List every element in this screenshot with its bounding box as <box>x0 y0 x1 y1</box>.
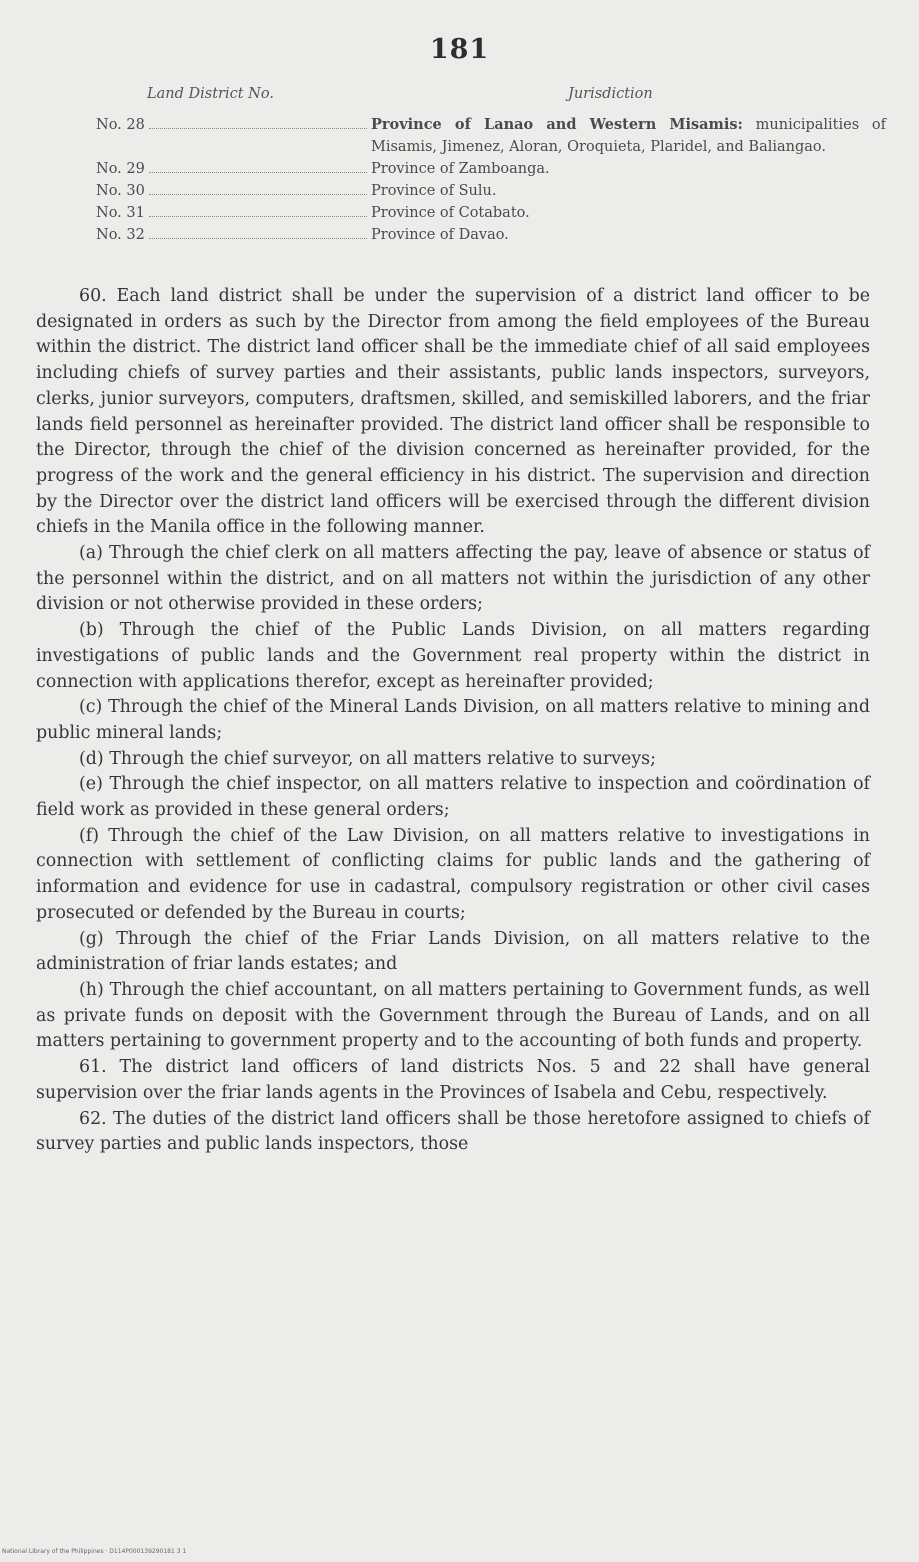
jurisdiction-rest: municipalities of Misamis, Jimenez, Aloran, Oroquieta, Plaridel, and Baliangao. <box>371 117 887 155</box>
land-district-table <box>96 114 886 246</box>
paragraph-g: (g) Through the chief of the Friar Lands Division, on all matters relative to the administration of friar lands estates; and <box>36 928 870 975</box>
jurisdiction-cell <box>371 114 886 158</box>
dot-leader <box>149 114 367 129</box>
paragraph-h: (h) Through the chief accountant, on all matters pertaining to Government funds, as well as private funds on deposit with the Government through the Bureau of Lands, and on all matters pertaining to government property and to the accounting of both funds and property. <box>36 979 870 1052</box>
table-row <box>96 158 886 180</box>
library-footer-note: National Library of the Philippines · D114P000139290181 3 1 <box>2 1548 187 1555</box>
paragraph-a: (a) Through the chief clerk on all matters affecting the pay, leave of absence or status of the personnel within the district, and on all matters not within the jurisdiction of any other division or not otherwise provided in these orders; <box>36 543 870 615</box>
dot-leader <box>149 158 367 173</box>
table-row <box>96 224 886 246</box>
table-row <box>96 202 886 224</box>
jurisdiction-cell: Province of Cotabato. <box>371 205 530 221</box>
header-jurisdiction: Jurisdiction <box>568 86 653 102</box>
district-number: No. 30 <box>96 183 145 199</box>
district-number: No. 32 <box>96 227 145 243</box>
jurisdiction-cell: Province of Zamboanga. <box>371 161 550 177</box>
paragraph-d: (d) Through the chief surveyor, on all matters relative to surveys; <box>79 748 656 769</box>
district-number: No. 29 <box>96 161 145 177</box>
table-row <box>96 114 886 158</box>
dot-leader <box>149 202 367 217</box>
dot-leader <box>149 224 367 239</box>
page-number: 181 <box>429 34 490 65</box>
paragraph-f: (f) Through the chief of the Law Division, on all matters relative to investigations in connection with settlement of conflicting claims for public lands and the gathering of information and evidence for use in cadastral, compulsory registration or other civil cases prosecuted or defended by the Bureau in courts; <box>36 825 870 923</box>
paragraph-e: (e) Through the chief inspector, on all matters relative to inspection and coördination of field work as provided in these general orders; <box>36 774 870 821</box>
jurisdiction-cell: Province of Davao. <box>371 227 509 243</box>
header-land-district-no: Land District No. <box>147 86 274 102</box>
body-text <box>36 284 870 1158</box>
dot-leader <box>149 180 367 195</box>
jurisdiction-bold: Province of Lanao and Western Misamis: <box>371 116 743 133</box>
table-row <box>96 180 886 202</box>
paragraph-61: 61. The district land officers of land districts Nos. 5 and 22 shall have general supervision over the friar lands agents in the Provinces of Isabela and Cebu, respectively. <box>36 1057 870 1103</box>
district-number: No. 31 <box>96 205 145 221</box>
paragraph-62: 62. The duties of the district land officers shall be those heretofore assigned to chiefs of survey parties and public lands inspectors, those <box>36 1108 870 1155</box>
jurisdiction-cell: Province of Sulu. <box>371 183 497 199</box>
paragraph-c: (c) Through the chief of the Mineral Lands Division, on all matters relative to mining and public mineral lands; <box>36 697 870 743</box>
district-number: No. 28 <box>96 117 145 133</box>
paragraph-60: 60. Each land district shall be under the supervision of a district land officer to be designated in orders as such by the Director from among the field employees of the Bureau within the district. The district land officer shall be the immediate chief of all said employees including chiefs of survey parties and their assistants, public lands inspectors, surveyors, clerks, junior surveyors, computers, draftsmen, skilled, and semiskilled laborers, and the friar lands field personnel as hereinafter provided. The district land officer shall be responsible to the Director, through the chief of the division concerned as hereinafter provided, for the progress of the work and the general efficiency in his district. The supervision and direction by the Director over the district land officers will be exercised through the different division chiefs in the Manila office in the following manner. <box>36 286 870 538</box>
paragraph-b: (b) Through the chief of the Public Lands Division, on all matters regarding investigations of public lands and the Government real property within the district in connection with applications therefor, except as hereinafter provided; <box>36 620 870 692</box>
